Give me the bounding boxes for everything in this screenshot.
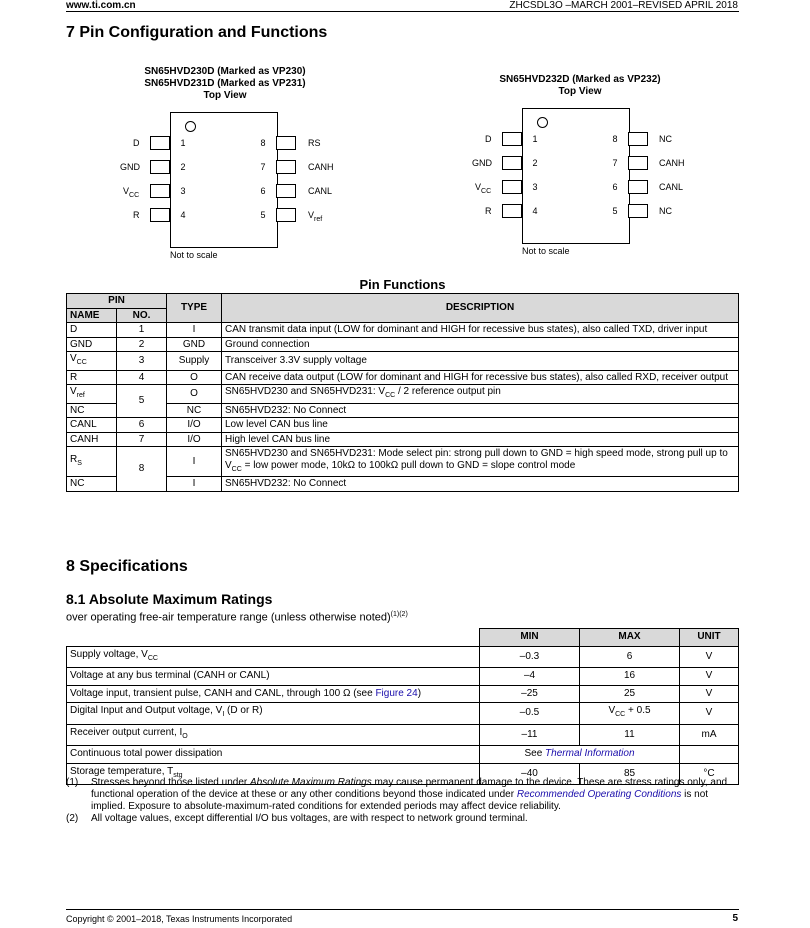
cell-type: O (167, 370, 222, 385)
cell-desc: Ground connection (222, 337, 739, 352)
pkg-right-num-4: 4 (532, 206, 538, 216)
table-row (67, 323, 739, 338)
table-row (67, 746, 739, 764)
pkg-left-pin-5 (276, 208, 296, 222)
pkg-right-pin-7 (628, 156, 648, 170)
cell-unit: V (680, 646, 739, 668)
th-max: MAX (580, 629, 680, 647)
th-pin: PIN (67, 294, 167, 309)
pkg-left-pin-6 (276, 184, 296, 198)
subtitle-footnote-refs: (1)(2) (390, 611, 408, 618)
pkg-left-pin-1 (150, 136, 170, 150)
cell-name: CANL (67, 418, 117, 433)
pkg-left-num-6: 6 (260, 186, 266, 196)
cell-min: –0.5 (480, 703, 580, 725)
cell-no: 3 (117, 352, 167, 371)
cell-unit: V (680, 703, 739, 725)
pkg-left-num-4: 4 (180, 210, 186, 220)
cell-desc: CAN receive data output (LOW for dominant and HIGH for recessive bus states), also called RXD, receiver output (222, 370, 739, 385)
cell-max: 16 (580, 668, 680, 686)
pkg-right-body (522, 108, 630, 244)
pkg-left-title (120, 66, 330, 102)
pkg-left-num-1: 1 (180, 138, 186, 148)
pkg-right-title-line1: SN65HVD232D (Marked as VP232) (499, 74, 661, 85)
cell-name: $R_S$ (67, 447, 117, 477)
pkg-right-pin-6 (628, 180, 648, 194)
cell-no: 4 (117, 370, 167, 385)
cell-max: 11 (580, 724, 680, 746)
pkg-left-label-vcc: $V_{CC}$ (123, 186, 140, 199)
table-row (67, 385, 739, 404)
table-row (67, 447, 739, 477)
cell-unit: °C (680, 763, 739, 785)
pkg-right-label-canh: CANH (659, 158, 685, 168)
cell-type: GND (167, 337, 222, 352)
cell-type: I (167, 477, 222, 492)
cell-desc: SN65HVD232: No Connect (222, 477, 739, 492)
pkg-left-num-7: 7 (260, 162, 266, 172)
pkg-right-label-nc-8: NC (659, 134, 672, 144)
cell-param: Receiver output current, $I_O$ (67, 724, 480, 746)
cell-name: D (67, 323, 117, 338)
pkg-right-label-canl: CANL (659, 182, 684, 192)
cell-max: 85 (580, 763, 680, 785)
footnote-2 (66, 813, 739, 825)
cell-max: 25 (580, 685, 680, 703)
pin-functions-title: Pin Functions (359, 277, 446, 292)
table-row (67, 724, 739, 746)
cell-no: 5 (117, 385, 167, 418)
cell-desc: SN65HVD230 and SN65HVD231: $V_{CC} / 2$ reference output pin (222, 385, 739, 404)
cell-desc: CAN transmit data input (LOW for dominant and HIGH for recessive bus states), also called TXD, driver input (222, 323, 739, 338)
cell-min: –4 (480, 668, 580, 686)
cell-name: CANH (67, 432, 117, 447)
pkg-right-title (470, 74, 690, 98)
section-8-1-title: 8.1 Absolute Maximum Ratings (66, 591, 273, 607)
footnote-mark: (2) (66, 813, 79, 824)
cell-max: $V_{CC} + 0.5$ (580, 703, 680, 725)
table-row (67, 418, 739, 433)
pkg-left-label-gnd: GND (120, 162, 140, 172)
doc-reference: ZHCSDL3O –MARCH 2001–REVISED APRIL 2018 (509, 0, 738, 11)
cell-desc: SN65HVD232: No Connect (222, 403, 739, 418)
cell-desc: Low level CAN bus line (222, 418, 739, 433)
thermal-info-link[interactable]: Thermal Information (545, 748, 635, 759)
cell-unit: V (680, 668, 739, 686)
pkg-left-num-3: 3 (180, 186, 186, 196)
rec-op-cond-link[interactable]: Recommended Operating Conditions (516, 789, 682, 800)
header-rule (66, 11, 739, 12)
pkg-left-pin-2 (150, 160, 170, 174)
cell-type: I/O (167, 418, 222, 433)
th-name: NAME (67, 308, 117, 323)
cell-min: –11 (480, 724, 580, 746)
cell-no: 6 (117, 418, 167, 433)
pkg-left-num-2: 2 (180, 162, 186, 172)
pkg-left-scale-note: Not to scale (170, 250, 218, 260)
cell-desc: Transceiver 3.3V supply voltage (222, 352, 739, 371)
pkg-left-label-vref: $V_{ref}$ (308, 210, 323, 223)
pkg-right-num-5: 5 (612, 206, 618, 216)
pkg-left-label-d: D (133, 138, 140, 148)
cell-span: See Thermal Information (480, 746, 680, 764)
pin1-marker-icon (185, 121, 196, 132)
footnote-1 (66, 777, 739, 813)
cell-name: $V_{CC}$ (67, 352, 117, 371)
cell-type: O (167, 385, 222, 404)
cell-type: I (167, 323, 222, 338)
cell-no: 7 (117, 432, 167, 447)
pin-functions-table (66, 293, 739, 492)
th-type: TYPE (167, 294, 222, 323)
cell-name: NC (67, 403, 117, 418)
pkg-right-num-7: 7 (612, 158, 618, 168)
cell-min: –40 (480, 763, 580, 785)
table-row (67, 477, 739, 492)
pkg-left-title-line3: Top View (203, 90, 247, 101)
pkg-left-num-8: 8 (260, 138, 266, 148)
footnote-mark: (1) (66, 777, 79, 788)
pkg-left-title-line1: SN65HVD230D (Marked as VP230) (144, 66, 306, 77)
th-blank (67, 629, 480, 647)
pkg-left-num-5: 5 (260, 210, 266, 220)
page-number: 5 (732, 913, 738, 924)
th-min: MIN (480, 629, 580, 647)
table-row (67, 432, 739, 447)
pkg-right-pin-2 (502, 156, 522, 170)
section-8-title: 8 Specifications (66, 558, 188, 575)
cell-param: Storage temperature, $T_{stg}$ (67, 763, 480, 785)
pkg-left-pin-7 (276, 160, 296, 174)
footnote-text: All voltage values, except differential I/O bus voltages, are with respect to network ground terminal. (91, 813, 528, 824)
pkg-right-label-d: D (485, 134, 492, 144)
cell-min: –0.3 (480, 646, 580, 668)
cell-name: GND (67, 337, 117, 352)
pkg-right-scale-note: Not to scale (522, 246, 570, 256)
cell-unit: mA (680, 724, 739, 746)
pkg-right-title-line2: Top View (558, 86, 602, 97)
section-8-1-subtitle (66, 611, 408, 624)
table-row (67, 352, 739, 371)
cell-desc: SN65HVD230 and SN65HVD231: Mode select pin: strong pull down to GND = high speed mode, strong pull up to $V_{CC}$ = low power mode, 10kΩ to 100kΩ pull down to GND = slope control mode (222, 447, 739, 477)
subtitle-text: over operating free-air temperature range (unless otherwise noted) (66, 611, 391, 624)
pkg-right-pin-5 (628, 204, 648, 218)
table-row (67, 370, 739, 385)
pin1-marker-icon (537, 117, 548, 128)
cell-desc: High level CAN bus line (222, 432, 739, 447)
pkg-right-num-2: 2 (532, 158, 538, 168)
footnote-text: Stresses beyond those listed under Absolute Maximum Ratings may cause permanent damage to the device. These are stress ratings only, and functional operation of the device at these or any other conditions beyond those indicated under Recommended Operating Conditions is not implied. Exposure to absolute-maximum-rated conditions for extended periods may affect device reliability. (91, 777, 728, 812)
copyright: Copyright © 2001–2018, Texas Instruments Incorporated (66, 914, 293, 924)
site-url[interactable]: www.ti.com.cn (66, 0, 136, 11)
cell-param: Supply voltage, $V_{CC}$ (67, 646, 480, 668)
cell-type: Supply (167, 352, 222, 371)
cell-no: 8 (117, 447, 167, 492)
pkg-right-num-6: 6 (612, 182, 618, 192)
pkg-left-label-canh: CANH (308, 162, 334, 172)
figure-24-link[interactable]: Figure 24 (375, 687, 418, 699)
pkg-left-pin-3 (150, 184, 170, 198)
pkg-right-pin-8 (628, 132, 648, 146)
pkg-left-label-r: R (133, 210, 140, 220)
th-no: NO. (117, 308, 167, 323)
cell-unit: V (680, 685, 739, 703)
cell-unit (680, 746, 739, 764)
cell-param: Voltage input, transient pulse, CANH and CANL, through 100 Ω (see Figure 24) (67, 685, 480, 703)
pkg-left-title-line2: SN65HVD231D (Marked as VP231) (144, 78, 306, 89)
pkg-right-pin-3 (502, 180, 522, 194)
cell-name: R (67, 370, 117, 385)
pkg-right-label-gnd: GND (472, 158, 492, 168)
cell-type: I (167, 447, 222, 477)
table-row (67, 646, 739, 668)
cell-min: –25 (480, 685, 580, 703)
cell-param: Voltage at any bus terminal (CANH or CANL) (67, 668, 480, 686)
cell-no: 1 (117, 323, 167, 338)
th-unit: UNIT (680, 629, 739, 647)
pkg-left-label-rs: RS (308, 138, 321, 148)
cell-max: 6 (580, 646, 680, 668)
cell-no: 2 (117, 337, 167, 352)
pkg-left-pin-4 (150, 208, 170, 222)
table-row (67, 668, 739, 686)
table-row (67, 703, 739, 725)
table-row (67, 337, 739, 352)
pkg-left-label-canl: CANL (308, 186, 333, 196)
section-7-title: 7 Pin Configuration and Functions (66, 24, 328, 41)
cell-name: NC (67, 477, 117, 492)
cell-param: Continuous total power dissipation (67, 746, 480, 764)
table-header-row (67, 294, 739, 309)
cell-type: I/O (167, 432, 222, 447)
pkg-right-label-vcc: $V_{CC}$ (475, 182, 492, 195)
pkg-right-num-8: 8 (612, 134, 618, 144)
pkg-right-label-r: R (485, 206, 492, 216)
pkg-right-label-nc-5: NC (659, 206, 672, 216)
table-row (67, 685, 739, 703)
pkg-right-pin-4 (502, 204, 522, 218)
footer-rule (66, 909, 739, 910)
pkg-left-body (170, 112, 278, 248)
cell-name: $V_{ref}$ (67, 385, 117, 404)
abs-max-ratings-table (66, 628, 739, 785)
th-description: DESCRIPTION (222, 294, 739, 323)
pkg-right-num-1: 1 (532, 134, 538, 144)
cell-type: NC (167, 403, 222, 418)
pkg-left-pin-8 (276, 136, 296, 150)
pkg-right-num-3: 3 (532, 182, 538, 192)
table-header-row (67, 629, 739, 647)
table-row (67, 403, 739, 418)
pkg-right-pin-1 (502, 132, 522, 146)
cell-param: Digital Input and Output voltage, $V_I$ (D or R) (67, 703, 480, 725)
